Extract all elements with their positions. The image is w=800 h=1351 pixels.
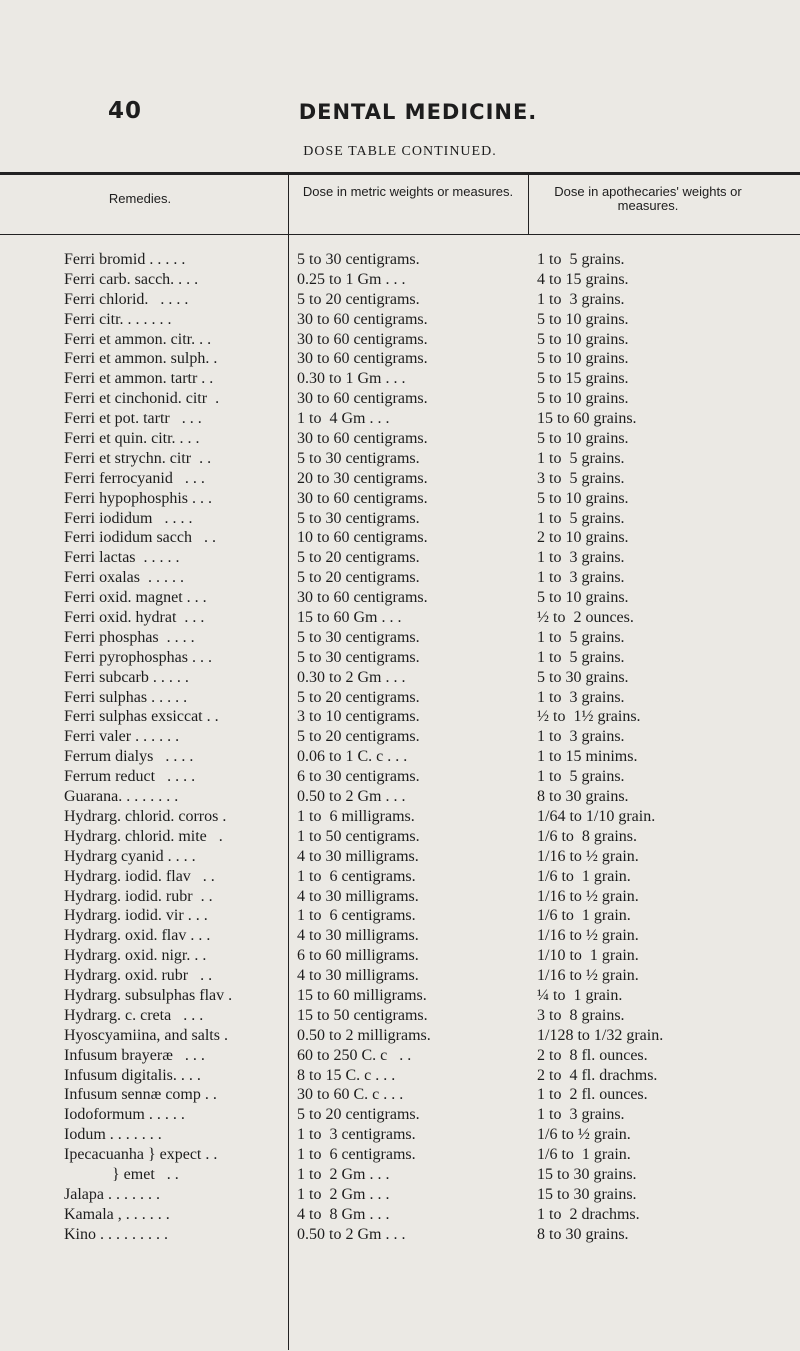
metric-dose-cell: 1 to 6 centigrams. xyxy=(297,867,416,885)
table-row xyxy=(0,727,800,747)
table-row xyxy=(0,509,800,529)
metric-dose-cell: 5 to 30 centigrams. xyxy=(297,509,420,527)
apothecaries-dose-cell: 1/16 to ½ grain. xyxy=(537,847,639,865)
table-row xyxy=(0,628,800,648)
metric-dose-cell: 5 to 20 centigrams. xyxy=(297,1106,420,1124)
table-row xyxy=(0,270,800,290)
metric-dose-cell: 0.30 to 1 Gm . . . xyxy=(297,370,406,388)
table-row xyxy=(0,926,800,946)
table-row xyxy=(0,250,800,270)
remedy-cell: Jalapa . . . . . . . xyxy=(64,1185,160,1203)
column-header-metric: Dose in metric weights or measures. xyxy=(302,184,514,199)
table-title: DOSE TABLE CONTINUED. xyxy=(303,144,497,159)
metric-dose-cell: 0.30 to 2 Gm . . . xyxy=(297,668,406,686)
metric-dose-cell: 0.50 to 2 milligrams. xyxy=(297,1026,431,1044)
remedy-cell: Hydrarg. iodid. vir . . . xyxy=(64,907,208,925)
metric-dose-cell: 30 to 60 C. c . . . xyxy=(297,1086,404,1104)
column-header-apothecaries: Dose in apothecaries' weights or measures. xyxy=(554,184,742,213)
table-row xyxy=(0,986,800,1006)
apothecaries-dose-cell: 1/128 to 1/32 grain. xyxy=(537,1026,664,1044)
metric-dose-cell: 3 to 10 centigrams. xyxy=(297,708,420,726)
metric-dose-cell: 6 to 30 centigrams. xyxy=(297,768,420,786)
remedy-cell: Ferri et cinchonid. citr . xyxy=(64,390,220,408)
metric-dose-cell: 1 to 6 milligrams. xyxy=(297,807,415,825)
table-row xyxy=(0,966,800,986)
remedy-cell: Ferri oxid. magnet . . . xyxy=(64,589,207,607)
remedy-cell: Ferri valer . . . . . . xyxy=(64,728,180,746)
remedy-cell: Ferri et ammon. citr. . . xyxy=(64,330,212,348)
apothecaries-dose-cell: 5 to 10 grains. xyxy=(537,430,629,448)
remedy-cell: Ferri hypophosphis . . . xyxy=(64,489,212,507)
column-divider-2 xyxy=(528,175,529,235)
apothecaries-dose-cell: 4 to 15 grains. xyxy=(537,270,629,288)
apothecaries-dose-cell: ½ to 2 ounces. xyxy=(537,609,634,627)
metric-dose-cell: 30 to 60 centigrams. xyxy=(297,310,428,328)
apothecaries-dose-cell: 3 to 5 grains. xyxy=(537,469,625,487)
apothecaries-dose-cell: 1/6 to 1 grain. xyxy=(537,907,631,925)
table-row xyxy=(0,827,800,847)
table-row xyxy=(0,608,800,628)
table-row xyxy=(0,1006,800,1026)
metric-dose-cell: 5 to 20 centigrams. xyxy=(297,290,420,308)
apothecaries-dose-cell: 5 to 10 grains. xyxy=(537,589,629,607)
metric-dose-cell: 30 to 60 centigrams. xyxy=(297,390,428,408)
table-row xyxy=(0,688,800,708)
table-row xyxy=(0,389,800,409)
metric-dose-cell: 4 to 30 milligrams. xyxy=(297,927,419,945)
remedy-cell: Ferri et pot. tartr . . . xyxy=(64,410,202,428)
apothecaries-dose-cell: 5 to 10 grains. xyxy=(537,390,629,408)
metric-dose-cell: 1 to 3 centigrams. xyxy=(297,1126,416,1144)
apothecaries-dose-cell: 1 to 3 grains. xyxy=(537,549,625,567)
apothecaries-dose-cell: 1 to 15 minims. xyxy=(537,748,638,766)
apothecaries-dose-cell: 8 to 30 grains. xyxy=(537,1225,629,1243)
remedy-cell: Ferri lactas . . . . . xyxy=(64,549,180,567)
remedy-cell: Hyoscyamiina, and salts . xyxy=(64,1026,228,1044)
remedy-cell: Hydrarg. c. creta . . . xyxy=(64,1006,204,1024)
remedy-cell: Kamala , . . . . . . xyxy=(64,1205,170,1223)
table-row xyxy=(0,349,800,369)
apothecaries-dose-cell: 2 to 8 fl. ounces. xyxy=(537,1046,648,1064)
running-title: DENTAL MEDICINE. xyxy=(298,100,538,124)
metric-dose-cell: 8 to 15 C. c . . . xyxy=(297,1066,396,1084)
table-row xyxy=(0,1205,800,1225)
metric-dose-cell: 1 to 6 centigrams. xyxy=(297,1146,416,1164)
remedy-cell: Ferri citr. . . . . . . xyxy=(64,310,172,328)
apothecaries-dose-cell: 8 to 30 grains. xyxy=(537,788,629,806)
table-row xyxy=(0,568,800,588)
remedy-cell: Hydrarg. oxid. flav . . . xyxy=(64,927,211,945)
remedy-cell: } emet . . xyxy=(64,1165,179,1183)
metric-dose-cell: 1 to 2 Gm . . . xyxy=(297,1165,390,1183)
dose-table-body xyxy=(0,250,800,1245)
metric-dose-cell: 0.50 to 2 Gm . . . xyxy=(297,788,406,806)
table-row xyxy=(0,330,800,350)
metric-dose-cell: 5 to 20 centigrams. xyxy=(297,549,420,567)
apothecaries-dose-cell: 15 to 60 grains. xyxy=(537,410,637,428)
metric-dose-cell: 1 to 6 centigrams. xyxy=(297,907,416,925)
remedy-cell: Kino . . . . . . . . . xyxy=(64,1225,168,1243)
table-row xyxy=(0,1026,800,1046)
metric-dose-cell: 4 to 8 Gm . . . xyxy=(297,1205,390,1223)
remedy-cell: Hydrarg cyanid . . . . xyxy=(64,847,196,865)
metric-dose-cell: 15 to 50 centigrams. xyxy=(297,1006,428,1024)
table-row xyxy=(0,807,800,827)
header-rule xyxy=(0,234,800,235)
apothecaries-dose-cell: 1/64 to 1/10 grain. xyxy=(537,807,656,825)
table-row xyxy=(0,668,800,688)
metric-dose-cell: 0.25 to 1 Gm . . . xyxy=(297,270,406,288)
metric-dose-cell: 30 to 60 centigrams. xyxy=(297,430,428,448)
table-row xyxy=(0,1225,800,1245)
apothecaries-dose-cell: 5 to 10 grains. xyxy=(537,350,629,368)
apothecaries-dose-cell: 15 to 30 grains. xyxy=(537,1165,637,1183)
metric-dose-cell: 30 to 60 centigrams. xyxy=(297,350,428,368)
remedy-cell: Infusum digitalis. . . . xyxy=(64,1066,201,1084)
metric-dose-cell: 30 to 60 centigrams. xyxy=(297,489,428,507)
apothecaries-dose-cell: 5 to 15 grains. xyxy=(537,370,629,388)
metric-dose-cell: 5 to 20 centigrams. xyxy=(297,728,420,746)
remedy-cell: Ferri oxid. hydrat . . . xyxy=(64,609,205,627)
remedy-cell: Infusum brayeræ . . . xyxy=(64,1046,205,1064)
apothecaries-dose-cell: 1 to 5 grains. xyxy=(537,648,625,666)
apothecaries-dose-cell: 1/6 to 8 grains. xyxy=(537,827,637,845)
apothecaries-dose-cell: 1 to 3 grains. xyxy=(537,1106,625,1124)
top-rule xyxy=(0,172,800,175)
remedy-cell: Iodum . . . . . . . xyxy=(64,1126,162,1144)
metric-dose-cell: 10 to 60 centigrams. xyxy=(297,529,428,547)
apothecaries-dose-cell: 1/6 to 1 grain. xyxy=(537,867,631,885)
metric-dose-cell: 5 to 30 centigrams. xyxy=(297,628,420,646)
remedy-cell: Ferri chlorid. . . . . xyxy=(64,290,189,308)
apothecaries-dose-cell: 5 to 10 grains. xyxy=(537,310,629,328)
remedy-cell: Ferri subcarb . . . . . xyxy=(64,668,189,686)
table-row xyxy=(0,489,800,509)
metric-dose-cell: 15 to 60 milligrams. xyxy=(297,986,427,1004)
metric-dose-cell: 5 to 30 centigrams. xyxy=(297,251,420,268)
metric-dose-cell: 4 to 30 milligrams. xyxy=(297,887,419,905)
table-row xyxy=(0,449,800,469)
table-row xyxy=(0,1046,800,1066)
table-row xyxy=(0,1125,800,1145)
apothecaries-dose-cell: 5 to 10 grains. xyxy=(537,489,629,507)
metric-dose-cell: 6 to 60 milligrams. xyxy=(297,947,419,965)
remedy-cell: Ferri phosphas . . . . xyxy=(64,628,195,646)
remedy-cell: Hydrarg. iodid. flav . . xyxy=(64,867,215,885)
apothecaries-dose-cell: 1/16 to ½ grain. xyxy=(537,967,639,985)
apothecaries-dose-cell: 15 to 30 grains. xyxy=(537,1185,637,1203)
remedy-cell: Ferri oxalas . . . . . xyxy=(64,569,184,587)
apothecaries-dose-cell: 1/6 to ½ grain. xyxy=(537,1126,631,1144)
apothecaries-dose-cell: ¼ to 1 grain. xyxy=(537,986,623,1004)
column-header-remedies: Remedies. xyxy=(108,191,172,206)
remedy-cell: Ipecacuanha } expect . . xyxy=(64,1146,218,1164)
metric-dose-cell: 0.06 to 1 C. c . . . xyxy=(297,748,408,766)
apothecaries-dose-cell: 1 to 5 grains. xyxy=(537,768,625,786)
remedy-cell: Ferri et ammon. sulph. . xyxy=(64,350,218,368)
table-row xyxy=(0,310,800,330)
remedy-cell: Ferri et strychn. citr . . xyxy=(64,449,212,467)
metric-dose-cell: 15 to 60 Gm . . . xyxy=(297,609,402,627)
metric-dose-cell: 20 to 30 centigrams. xyxy=(297,469,428,487)
apothecaries-dose-cell: 2 to 4 fl. drachms. xyxy=(537,1066,658,1084)
apothecaries-dose-cell: 1 to 3 grains. xyxy=(537,688,625,706)
remedy-cell: Ferri carb. sacch. . . . xyxy=(64,270,199,288)
remedy-cell: Hydrarg. iodid. rubr . . xyxy=(64,887,213,905)
apothecaries-dose-cell: 1 to 5 grains. xyxy=(537,509,625,527)
metric-dose-cell: 30 to 60 centigrams. xyxy=(297,589,428,607)
remedy-cell: Ferri et quin. citr. . . . xyxy=(64,430,200,448)
remedy-cell: Ferri bromid . . . . . xyxy=(64,251,186,268)
apothecaries-dose-cell: 1/6 to 1 grain. xyxy=(537,1146,631,1164)
table-row xyxy=(0,1185,800,1205)
apothecaries-dose-cell: 3 to 8 grains. xyxy=(537,1006,625,1024)
table-row xyxy=(0,1165,800,1185)
table-row xyxy=(0,867,800,887)
remedy-cell: Guarana. . . . . . . . xyxy=(64,788,179,806)
metric-dose-cell: 5 to 20 centigrams. xyxy=(297,569,420,587)
remedy-cell: Hydrarg. subsulphas flav . xyxy=(64,986,233,1004)
table-row xyxy=(0,707,800,727)
remedy-cell: Ferrum reduct . . . . xyxy=(64,768,196,786)
metric-dose-cell: 1 to 4 Gm . . . xyxy=(297,410,390,428)
metric-dose-cell: 60 to 250 C. c . . xyxy=(297,1046,412,1064)
table-row xyxy=(0,887,800,907)
apothecaries-dose-cell: 1 to 3 grains. xyxy=(537,290,625,308)
apothecaries-dose-cell: 1/16 to ½ grain. xyxy=(537,887,639,905)
page-number: 40 xyxy=(108,98,143,124)
table-row xyxy=(0,548,800,568)
table-row xyxy=(0,648,800,668)
apothecaries-dose-cell: 1 to 5 grains. xyxy=(537,449,625,467)
table-row xyxy=(0,946,800,966)
metric-dose-cell: 5 to 30 centigrams. xyxy=(297,648,420,666)
metric-dose-cell: 4 to 30 milligrams. xyxy=(297,847,419,865)
table-row xyxy=(0,1085,800,1105)
apothecaries-dose-cell: 1 to 2 drachms. xyxy=(537,1205,640,1223)
remedy-cell: Ferri iodidum . . . . xyxy=(64,509,193,527)
remedy-cell: Hydrarg. chlorid. corros . xyxy=(64,807,227,825)
table-row xyxy=(0,1105,800,1125)
remedy-cell: Ferrum dialys . . . . xyxy=(64,748,194,766)
table-row xyxy=(0,906,800,926)
apothecaries-dose-cell: 1 to 3 grains. xyxy=(537,569,625,587)
table-row xyxy=(0,588,800,608)
apothecaries-dose-cell: 1 to 5 grains. xyxy=(537,251,625,268)
remedy-cell: Iodoformum . . . . . xyxy=(64,1106,185,1124)
apothecaries-dose-cell: 1 to 3 grains. xyxy=(537,728,625,746)
metric-dose-cell: 30 to 60 centigrams. xyxy=(297,330,428,348)
table-row xyxy=(0,369,800,389)
table-row xyxy=(0,469,800,489)
apothecaries-dose-cell: 1 to 2 fl. ounces. xyxy=(537,1086,648,1104)
metric-dose-cell: 5 to 30 centigrams. xyxy=(297,449,420,467)
apothecaries-dose-cell: 1/16 to ½ grain. xyxy=(537,927,639,945)
remedy-cell: Ferri ferrocyanid . . . xyxy=(64,469,205,487)
table-row xyxy=(0,787,800,807)
remedy-cell: Infusum sennæ comp . . xyxy=(64,1086,217,1104)
table-row xyxy=(0,429,800,449)
remedy-cell: Ferri pyrophosphas . . . xyxy=(64,648,212,666)
table-row xyxy=(0,409,800,429)
remedy-cell: Ferri et ammon. tartr . . xyxy=(64,370,214,388)
table-row xyxy=(0,847,800,867)
table-row xyxy=(0,528,800,548)
metric-dose-cell: 0.50 to 2 Gm . . . xyxy=(297,1225,406,1243)
remedy-cell: Ferri sulphas exsiccat . . xyxy=(64,708,219,726)
page-header xyxy=(108,98,728,128)
apothecaries-dose-cell: 5 to 10 grains. xyxy=(537,330,629,348)
table-row xyxy=(0,290,800,310)
apothecaries-dose-cell: 1/10 to 1 grain. xyxy=(537,947,639,965)
metric-dose-cell: 1 to 50 centigrams. xyxy=(297,827,420,845)
table-row xyxy=(0,1145,800,1165)
apothecaries-dose-cell: 2 to 10 grains. xyxy=(537,529,629,547)
remedy-cell: Hydrarg. oxid. rubr . . xyxy=(64,967,213,985)
remedy-cell: Hydrarg. oxid. nigr. . . xyxy=(64,947,207,965)
table-row xyxy=(0,747,800,767)
metric-dose-cell: 1 to 2 Gm . . . xyxy=(297,1185,390,1203)
apothecaries-dose-cell: ½ to 1½ grains. xyxy=(537,708,641,726)
remedy-cell: Ferri sulphas . . . . . xyxy=(64,688,188,706)
table-row xyxy=(0,1066,800,1086)
metric-dose-cell: 4 to 30 milligrams. xyxy=(297,967,419,985)
apothecaries-dose-cell: 1 to 5 grains. xyxy=(537,628,625,646)
remedy-cell: Hydrarg. chlorid. mite . xyxy=(64,827,223,845)
metric-dose-cell: 5 to 20 centigrams. xyxy=(297,688,420,706)
table-row xyxy=(0,767,800,787)
remedy-cell: Ferri iodidum sacch . . xyxy=(64,529,216,547)
apothecaries-dose-cell: 5 to 30 grains. xyxy=(537,668,629,686)
